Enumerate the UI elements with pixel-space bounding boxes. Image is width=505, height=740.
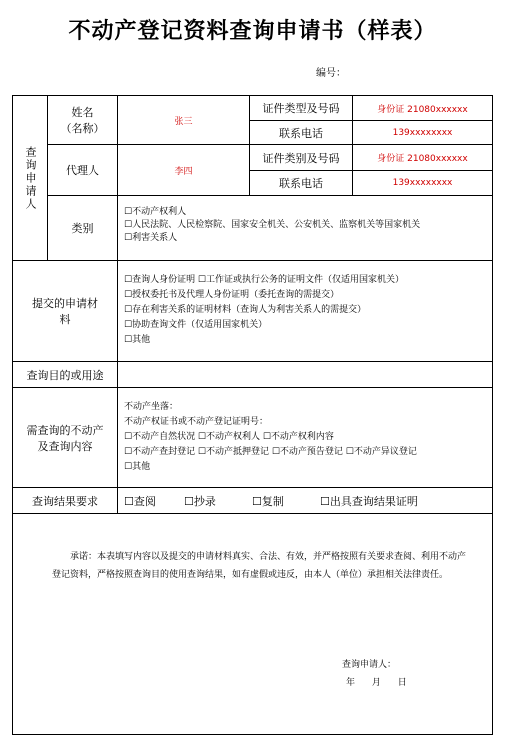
agent-id-label: 证件类别及号码 [249,144,353,171]
property-location-field[interactable]: 不动产坐落： [124,402,179,412]
date-label: 年 月 日 [346,678,407,688]
applicant-section-label [12,95,48,261]
commitment-statement: 承诺：本表填写内容以及提交的申请材料真实、合法、有效，并严格按照有关要求查阅、利用不动产登记资料，严格按照查询目的使用查询结果，如有虚假或违反，由本人（单位）承担相关法律责任。 [52,552,467,580]
result-requirement-label: 查询结果要求 [12,487,118,514]
name-value[interactable]: 张三 [117,95,250,145]
result-option-transcribe[interactable]: ☐抄录 [184,495,216,508]
phone-label: 联系电话 [249,120,353,145]
id-type-label: 证件类型及号码 [249,95,353,121]
serial-number-label: 编号： [316,68,346,79]
phone-value[interactable]: 139xxxxxxxx [352,120,493,145]
name-label: 姓名 （名称） [47,95,118,145]
purpose-field[interactable] [117,361,493,388]
material-option-authorization[interactable]: ☐授权委托书及代理人身份证明（委托查询的需提交） [124,290,340,300]
result-option-copy[interactable]: ☐复制 [252,495,284,508]
query-content-label: 需查询的不动产及查询内容 [12,387,118,488]
result-option-certificate[interactable]: ☐出具查询结果证明 [320,495,418,508]
id-value[interactable]: 身份证 21080xxxxxx [352,95,493,121]
material-option-id-proof[interactable]: ☐查询人身份证明 ☐工作证或执行公务的证明文件（仅适用国家机关） [124,275,404,285]
category-option-state-agency[interactable]: ☐人民法院、人民检察院、国家安全机关、公安机关、监察机关等国家机关 [124,220,421,230]
result-option-view[interactable]: ☐查阅 [124,495,156,508]
materials-options [117,260,493,362]
category-option-owner[interactable]: ☐不动产权利人 [124,207,187,217]
materials-label: 提交的申请材料 [12,260,118,362]
agent-value[interactable]: 李四 [117,144,250,196]
result-options [117,487,493,514]
content-option-other[interactable]: ☐其他 [124,462,151,472]
category-option-interested-party[interactable]: ☐利害关系人 [124,233,178,243]
agent-phone-label: 联系电话 [249,170,353,196]
material-option-assistance[interactable]: ☐协助查询文件（仅适用国家机关） [124,320,268,330]
content-options-row-1[interactable]: ☐不动产自然状况 ☐不动产权利人 ☐不动产权利内容 [124,432,334,442]
category-options [117,195,493,261]
query-content-options [117,387,493,488]
applicant-signature-label: 查询申请人： [342,660,397,670]
category-label: 类别 [47,195,118,261]
agent-phone-value[interactable]: 139xxxxxxxx [352,170,493,196]
material-option-other[interactable]: ☐其他 [124,335,151,345]
agent-label: 代理人 [47,144,118,196]
purpose-label: 查询目的或用途 [12,361,118,388]
applicant-section-text: 查询申请人 [24,145,37,211]
content-options-row-2[interactable]: ☐不动产查封登记 ☐不动产抵押登记 ☐不动产预告登记 ☐不动产异议登记 [124,447,417,457]
page-title: 不动产登记资料查询申请书（样表） [68,19,437,44]
agent-id-value[interactable]: 身份证 21080xxxxxx [352,144,493,171]
material-option-interest-proof[interactable]: ☐存在利害关系的证明材料（查询人为利害关系人的需提交） [124,305,367,315]
certificate-number-field[interactable]: 不动产权证书或不动产登记证明号： [124,417,269,427]
